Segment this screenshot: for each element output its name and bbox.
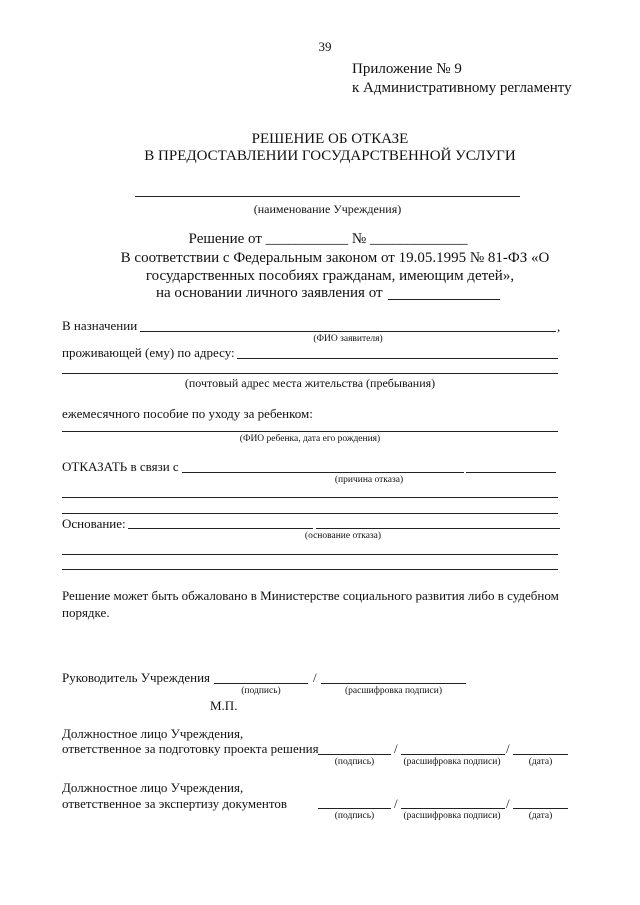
decision-line-1: В соответствии с Федеральным законом от 19.05.1995 № 81-ФЗ «О bbox=[120, 250, 550, 266]
appendix-line-1: Приложение № 9 bbox=[352, 61, 462, 77]
basis-label: Основание: bbox=[62, 516, 126, 531]
applicant-name-line bbox=[140, 331, 556, 332]
official2-line-2: ответственное за экспертизу документов bbox=[62, 796, 288, 811]
official2-decode-line bbox=[401, 808, 505, 809]
child-caption: (ФИО ребенка, дата его рождения) bbox=[239, 434, 381, 444]
official1-slash-1: / bbox=[394, 741, 398, 756]
reason-caption: (причина отказа) bbox=[334, 475, 404, 485]
official1-decode-caption: (расшифровка подписи) bbox=[403, 757, 501, 767]
head-sign-caption: (подпись) bbox=[241, 686, 281, 696]
reason-line-2 bbox=[62, 497, 558, 498]
official2-date-caption: (дата) bbox=[528, 811, 553, 821]
head-decode-caption: (расшифровка подписи) bbox=[345, 686, 442, 696]
official1-sign-caption: (подпись) bbox=[334, 757, 375, 767]
reason-line-1a bbox=[182, 472, 464, 473]
address-caption: (почтовый адрес места жительства (пребывания) bbox=[184, 376, 436, 390]
official2-line-1: Должностное лицо Учреждения, bbox=[62, 780, 244, 795]
basis-line-1a bbox=[128, 528, 313, 529]
basis-line-3 bbox=[62, 569, 558, 570]
official1-slash-2: / bbox=[506, 741, 510, 756]
assign-label: В назначении bbox=[62, 318, 138, 333]
reason-line-3 bbox=[62, 513, 558, 514]
head-decode-line bbox=[321, 683, 466, 684]
head-slash: / bbox=[313, 670, 317, 685]
official1-date-caption: (дата) bbox=[528, 757, 553, 767]
official2-sign-line bbox=[318, 808, 391, 809]
page-number: 39 bbox=[318, 39, 332, 54]
address-line-2 bbox=[62, 373, 558, 374]
stamp-label: М.П. bbox=[210, 698, 238, 713]
address-line-1 bbox=[237, 358, 558, 359]
appeal-line-1: Решение может быть обжаловано в Министерстве социального развития либо в судебном bbox=[62, 588, 559, 603]
document-title-line-1: РЕШЕНИЕ ОБ ОТКАЗЕ bbox=[251, 131, 409, 147]
official1-date-line bbox=[513, 754, 568, 755]
document-title-line-2: В ПРЕДОСТАВЛЕНИИ ГОСУДАРСТВЕННОЙ УСЛУГИ bbox=[144, 148, 516, 164]
official2-slash-1: / bbox=[394, 796, 398, 811]
basis-line-2 bbox=[62, 554, 558, 555]
official2-sign-caption: (подпись) bbox=[334, 811, 375, 821]
decision-line-3: на основании личного заявления от bbox=[156, 285, 383, 301]
institution-caption: (наименование Учреждения) bbox=[253, 202, 402, 216]
appeal-line-2: порядке. bbox=[62, 605, 110, 620]
applicant-caption: (ФИО заявителя) bbox=[313, 334, 383, 344]
assign-comma: , bbox=[557, 319, 561, 334]
address-label: проживающей (ему) по адресу: bbox=[62, 345, 235, 360]
application-date-line bbox=[388, 299, 500, 300]
decision-line-2: государственных пособиях гражданам, имеющим детей», bbox=[145, 268, 515, 284]
head-label: Руководитель Учреждения bbox=[62, 670, 211, 685]
appendix-line-2: к Административному регламенту bbox=[352, 80, 572, 96]
official2-decode-caption: (расшифровка подписи) bbox=[403, 811, 501, 821]
official1-line-2: ответственное за подготовку проекта решения bbox=[62, 741, 319, 756]
official2-date-line bbox=[513, 808, 568, 809]
refuse-label: ОТКАЗАТЬ в связи с bbox=[62, 459, 179, 474]
basis-caption: (основание отказа) bbox=[304, 531, 382, 541]
official1-sign-line bbox=[318, 754, 391, 755]
child-name-line bbox=[62, 431, 558, 432]
reason-line-1b bbox=[466, 472, 556, 473]
benefit-label: ежемесячного пособие по уходу за ребенком: bbox=[62, 406, 313, 421]
official2-slash-2: / bbox=[506, 796, 510, 811]
official1-decode-line bbox=[401, 754, 505, 755]
official1-line-1: Должностное лицо Учреждения, bbox=[62, 726, 244, 741]
basis-line-1b bbox=[316, 528, 560, 529]
head-sign-line bbox=[214, 683, 308, 684]
decision-header: Решение от ___________ № _____________ bbox=[188, 231, 468, 247]
institution-name-line bbox=[135, 196, 520, 197]
